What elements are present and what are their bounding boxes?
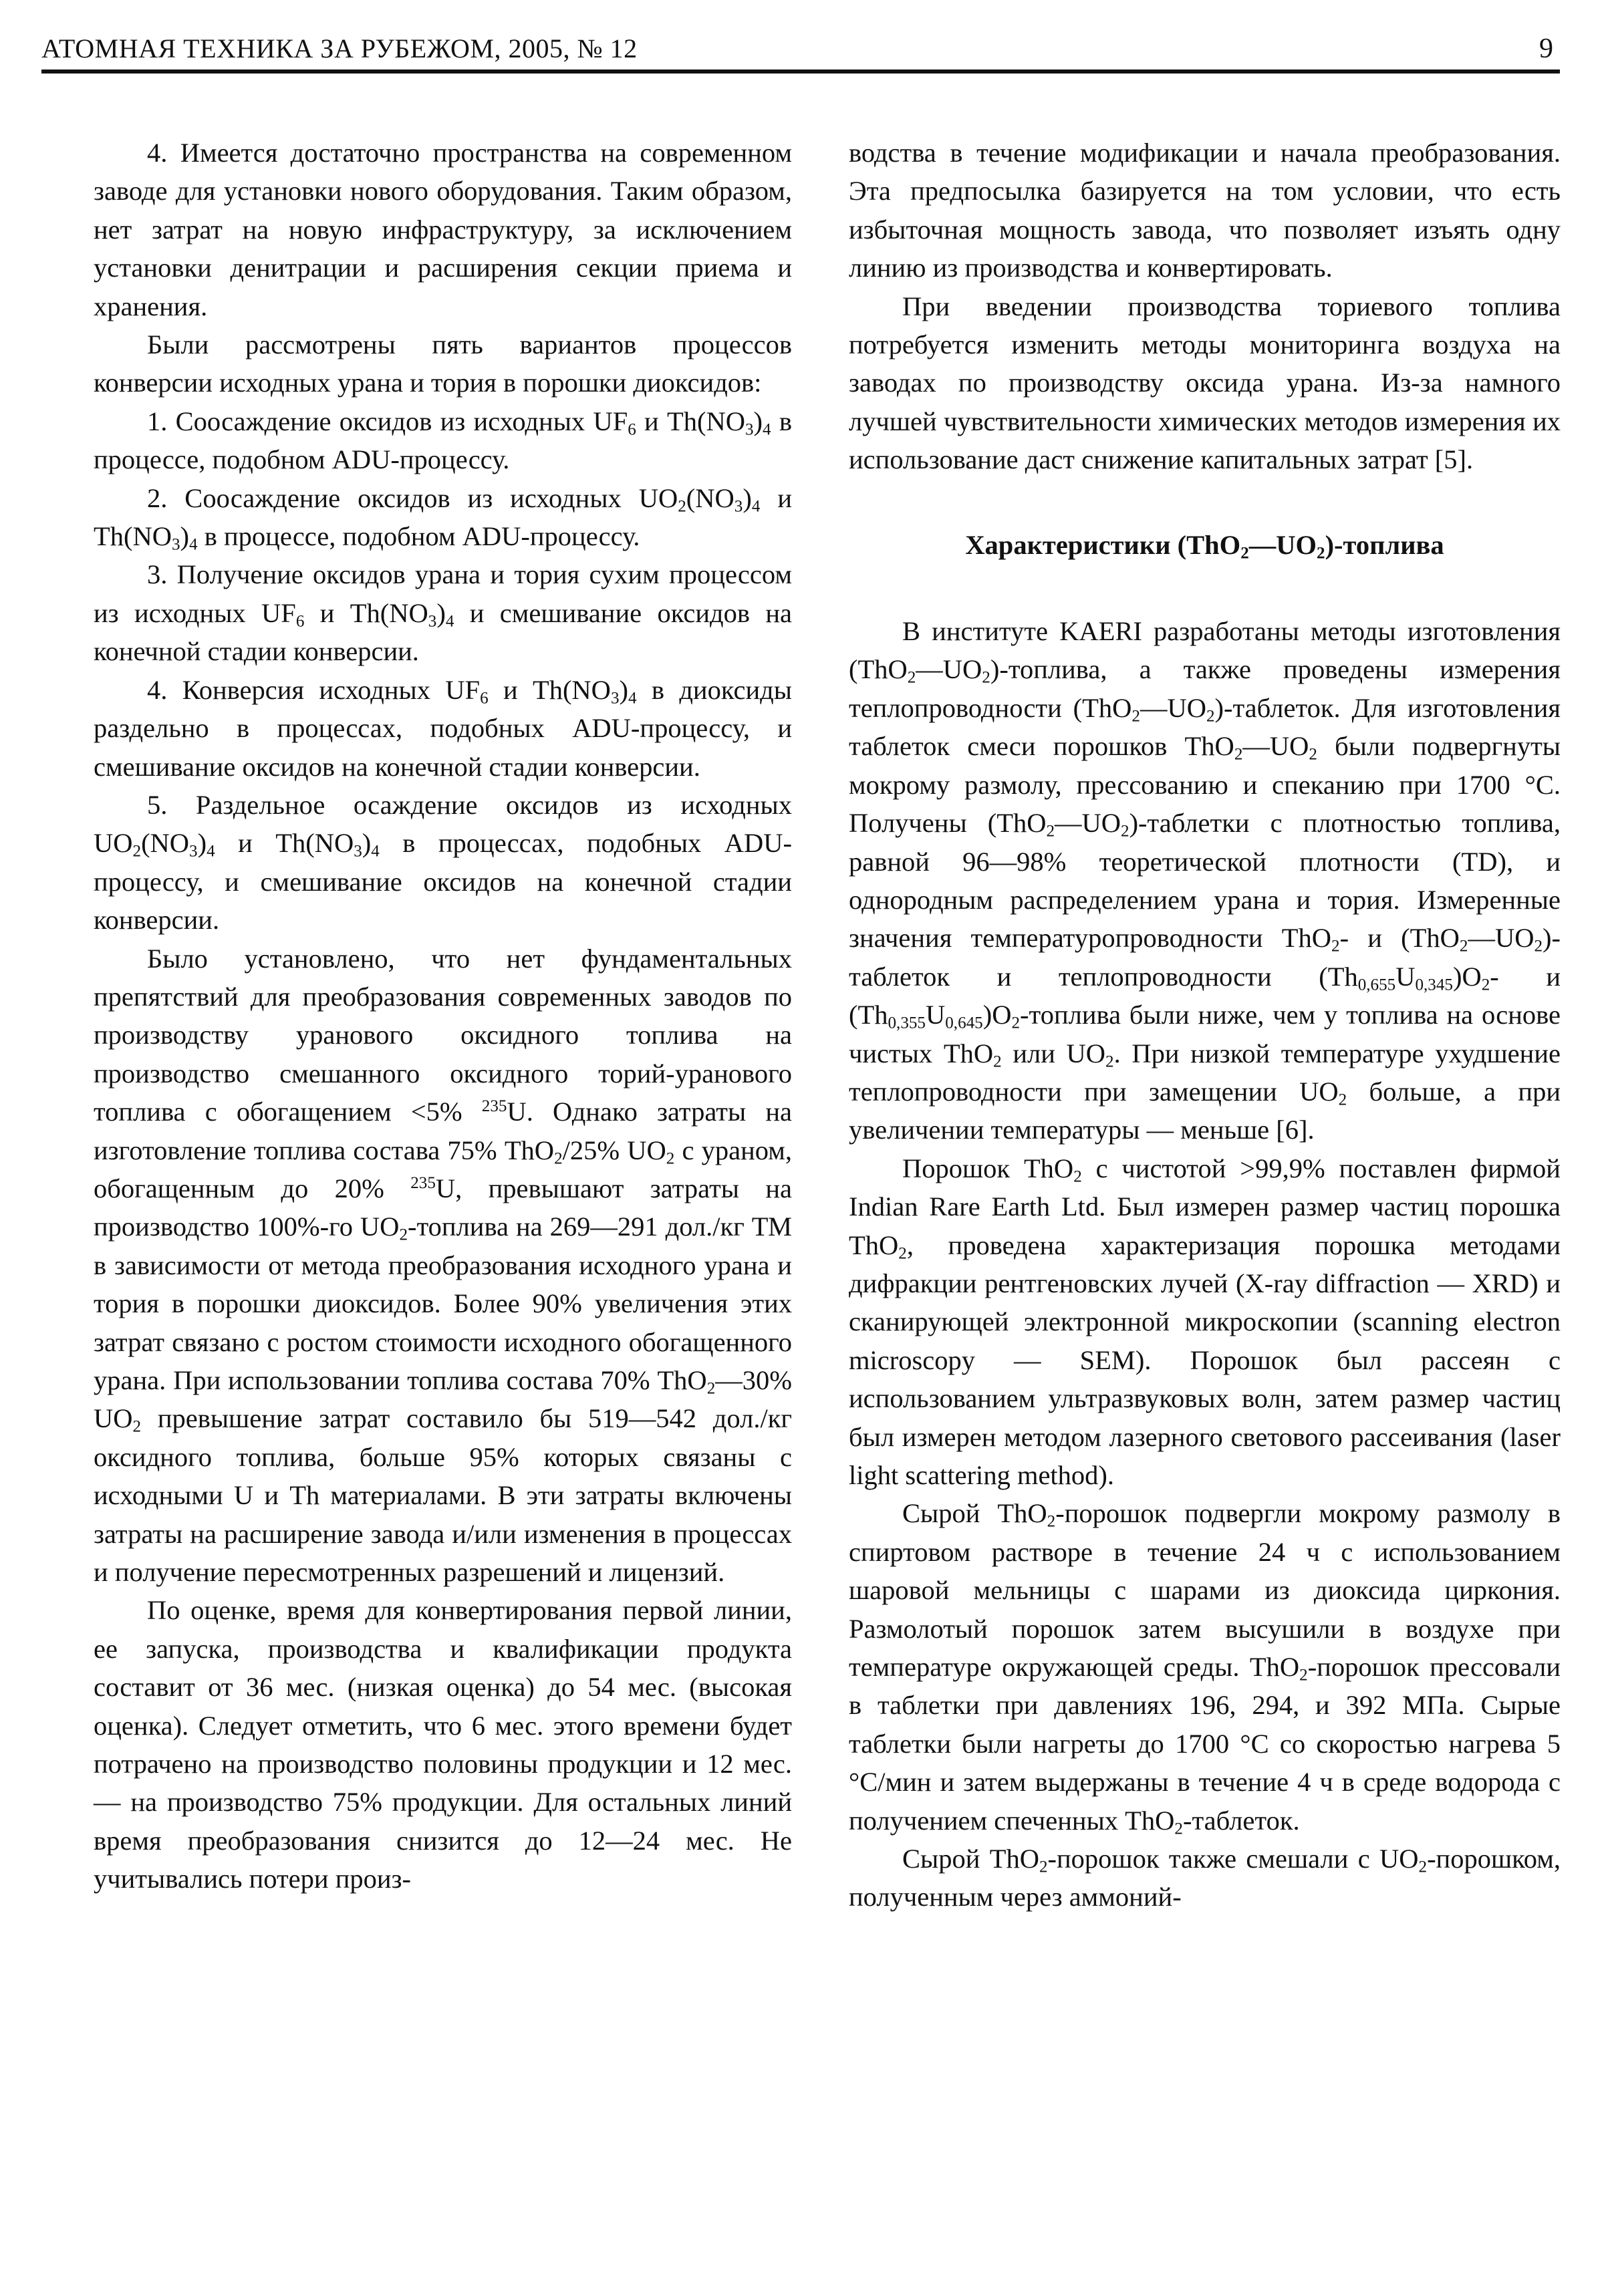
right-column-intro bbox=[849, 134, 1561, 479]
paragraph: При введении производства ториевого топлива потребуется изменить методы мониторинга воздуха на заводах по производству оксида урана. Из-за намного лучшей чувствительности химических методов измерения их использование даст снижение капитальных затрат [5]. bbox=[849, 291, 1561, 475]
paragraph: 5. Раздельное осаждение оксидов из исходных $UO_2(NO_3)_4$ и $Th(NO_3)_4$ в процессах, подобных ADU-процессу, и смешивание оксидов на конечной стадии конверсии. bbox=[94, 789, 792, 936]
running-header bbox=[41, 32, 1559, 65]
paragraph: 3. Получение оксидов урана и тория сухим процессом из исходных $UF_6$ и $Th(NO_3)_4$ и смешивание оксидов на конечной стадии конверсии. bbox=[94, 559, 793, 667]
paragraph: 2. Соосаждение оксидов из исходных $UO_2(NO_3)_4$ и $Th(NO_3)_4$ в процессе, подобном ADU-процессу. bbox=[94, 482, 792, 554]
paragraph: В институте KAERI разработаны методы изготовления $(ThO_2—UO_2)$-топлива, а также проведены измерения теплопроводности $(ThO_2—UO_2)$-таблеток. Для изготовления таблеток смеси порошков $ThO_2—UO_2$ были подвергнуты мокрому размолу, прессованию и спеканию при 1700 °С. Получены $(ThO_2—UO_2)$-таблетки с плотностью топлива, равной 96—98% теоретической плотности (TD), и однородным распределением урана и тория. Измеренные значения температуропроводности ThO$_2$- и $(ThO_2—UO_2)$-таблеток и теплопроводности $(Th_{0,655}U_{0,345})O_2-$ и $(Th_{0,355}U_{0,645})O_2$-топлива были ниже, чем у топлива на основе чистых ThO$_2$ или $UO_2$. При низкой температуре ухудшение теплопроводности при замещении $UO_2$ больше, а при увеличении температуры — меньше [6]. bbox=[849, 616, 1561, 1145]
journal-title: АТОМНАЯ ТЕХНИКА ЗА РУБЕЖОМ, 2005, № 12 bbox=[41, 33, 638, 63]
paragraph: Сырой ThO$_2$-порошок также смешали с $UO_2$-порошком, полученным через аммоний- bbox=[849, 1844, 1561, 1912]
right-column bbox=[849, 134, 1561, 1916]
right-column-body bbox=[849, 612, 1561, 1916]
paragraph: По оценке, время для конвертирования первой линии, ее запуска, производства и квалификации продукта составит от 36 мес. (низкая оценка) до 54 мес. (высокая оценка). Следует отметить, что 6 мес. этого времени будет потрачено на производство половины продукции и 12 мес. — на производство 75% продукции. Для остальных линий время преобразования снизится до 12—24 мес. Не учитывались потери произ- bbox=[94, 1595, 792, 1894]
paragraph: Было установлено, что нет фундаментальных препятствий для преобразования современных заводов по производству уранового оксидного топлива на производство смешанного оксидного торий-уранового топлива с обогащением <5% $^{235}$U. Однако затраты на изготовление топлива состава 75% ThO$_2$/25% $UO_2$ с ураном, обогащенным до 20% $^{235}$U, превышают затраты на производство 100%-го $UO_2$-топлива на 269—291 дол./кг ТМ в зависимости от метода преобразования исходного урана и тория в порошки диоксидов. Более 90% увеличения этих затрат связано с ростом стоимости исходного обогащенного урана. При использовании топлива состава 70% ThO$_2$—30% $UO_2$ превышение затрат составило бы 519—542 дол./кг оксидного топлива, больше 95% которых связаны с исходными U и Th материалами. В эти затраты включены затраты на расширение завода и/или изменения в процессах и получение пересмотренных разрешений и лицензий. bbox=[94, 943, 793, 1588]
paragraph: Порошок ThO$_2$ с чистотой >99,9% поставлен фирмой Indian Rare Earth Ltd. Был измерен размер частиц порошка ThO$_2$, проведена характеризация порошка методами дифракции рентгеновских лучей (X-ray diffraction — XRD) и сканирующей электронной микроскопии (scanning electron microscopy — SEM). Порошок был рассеян с использованием ультразвуковых волн, затем размер частиц был измерен методом лазерного светового рассеивания (laser light scattering method). bbox=[849, 1153, 1561, 1490]
paragraph: водства в течение модификации и начала преобразования. Эта предпосылка базируется на том условии, что есть избыточная мощность завода, что позволяет изъять одну линию из производства и конвертировать. bbox=[849, 138, 1561, 283]
section-heading: Характеристики $(ThO_2—UO_2)$-топлива bbox=[965, 529, 1444, 562]
header-divider bbox=[41, 69, 1560, 74]
paragraph: 4. Имеется достаточно пространства на современном заводе для установки нового оборудования. Таким образом, нет затрат на новую инфраструктуру, за исключением установки денитрации и расширения секции приема и хранения. bbox=[94, 138, 792, 321]
paragraph: 4. Конверсия исходных $UF_6$ и $Th(NO_3)_4$ в диоксиды раздельно в процессах, подобных ADU-процессу, и смешивание оксидов на конечной стадии конверсии. bbox=[94, 674, 792, 782]
paragraph: Сырой ThO$_2$-порошок подвергли мокрому размолу в спиртовом растворе в течение 24 ч с использованием шаровой мельницы с шарами из диоксида циркония. Размолотый порошок затем высушили в воздухе при температуре окружающей среды. ThO$_2$-порошок прессовали в таблетки при давлениях 196, 294, и 392 МПа. Сырые таблетки были нагреты до 1700 °С со скоростью нагрева 5 °С/мин и затем выдержаны в течение 4 ч в среде водорода с получением спеченных ThO$_2$-таблеток. bbox=[849, 1498, 1561, 1838]
paragraph: 1. Соосаждение оксидов из исходных $UF_6$ и $Th(NO_3)_4$ в процессе, подобном ADU-процессу. bbox=[94, 406, 792, 475]
page-number: 9 bbox=[1539, 33, 1553, 64]
paragraph: Были рассмотрены пять вариантов процессов конверсии исходных урана и тория в порошки диоксидов: bbox=[94, 329, 792, 398]
left-column bbox=[94, 134, 792, 1898]
